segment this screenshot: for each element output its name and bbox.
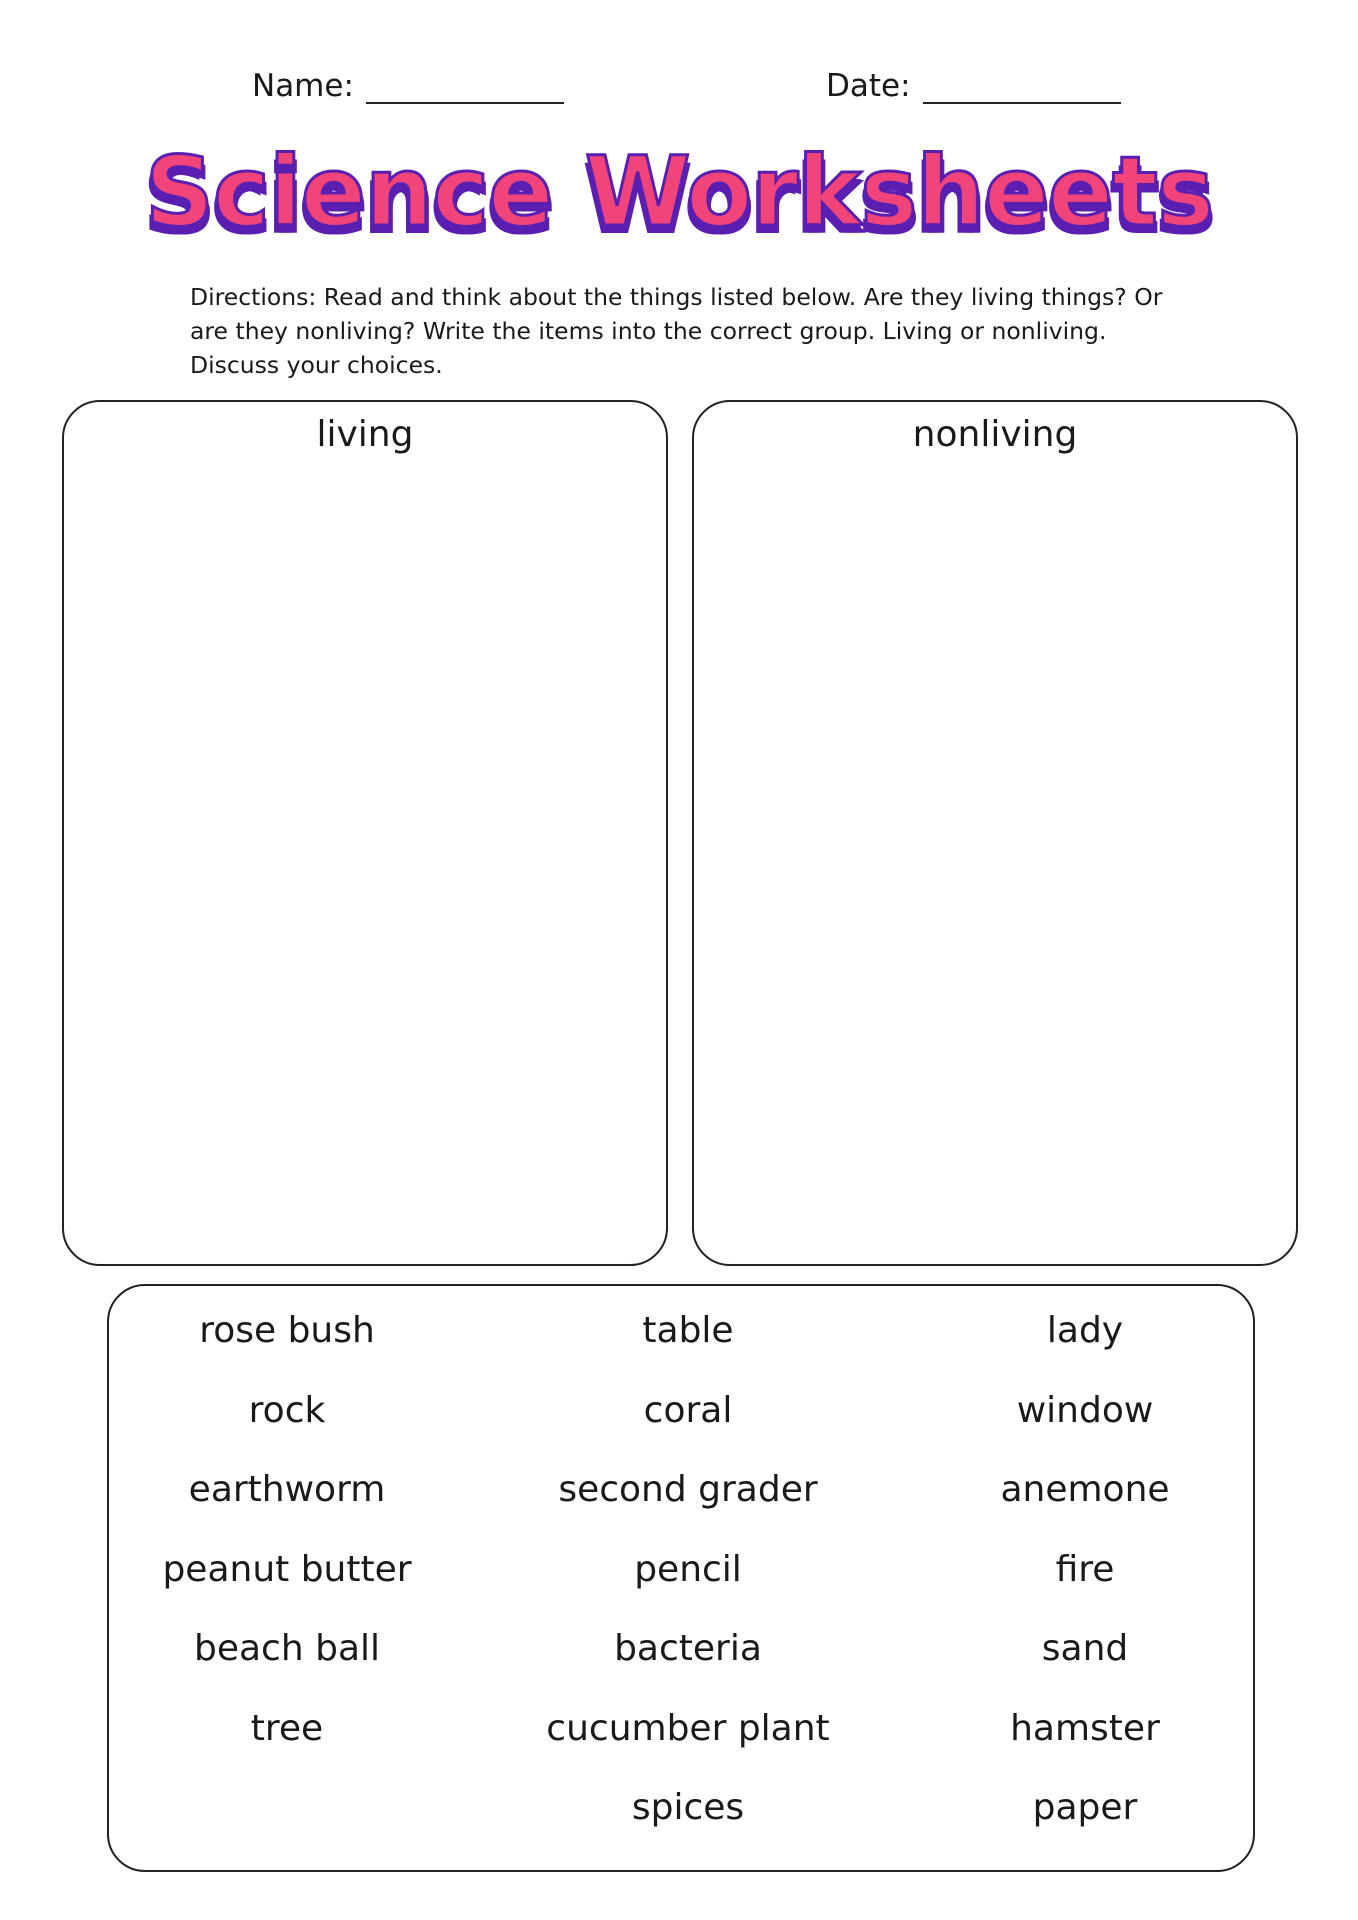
worksheet-title: Science Worksheets xyxy=(144,136,1214,248)
word-item: rose bush xyxy=(199,1310,375,1351)
word-item: anemone xyxy=(1000,1469,1170,1510)
header-fields xyxy=(0,68,1358,118)
nonliving-box[interactable] xyxy=(692,400,1298,1266)
word-item: rock xyxy=(248,1389,326,1431)
word-item: paper xyxy=(1032,1787,1138,1828)
word-item: coral xyxy=(643,1389,733,1431)
date-field[interactable] xyxy=(826,68,1121,104)
word-column-3 xyxy=(925,1306,1245,1863)
word-item: fire xyxy=(1055,1548,1115,1590)
date-blank-line[interactable] xyxy=(923,68,1121,104)
word-item: cucumber plant xyxy=(546,1707,830,1749)
word-column-1 xyxy=(127,1306,447,1783)
word-item: beach ball xyxy=(193,1628,381,1669)
word-item: second grader xyxy=(558,1469,818,1510)
word-bank xyxy=(107,1284,1255,1872)
date-label: Date: xyxy=(826,68,911,104)
word-item: earthworm xyxy=(188,1469,386,1510)
word-item: hamster xyxy=(1010,1707,1160,1749)
word-column-2 xyxy=(478,1306,898,1863)
word-item: peanut butter xyxy=(162,1548,412,1590)
living-box[interactable] xyxy=(62,400,668,1266)
word-item: bacteria xyxy=(614,1628,762,1669)
name-field[interactable] xyxy=(252,68,564,104)
word-item: pencil xyxy=(634,1548,742,1590)
directions-text: Directions: Read and think about the things listed below. Are they living things? Or are they nonliving? Write the items into the correct group. Living or nonliving. Discuss your choices. xyxy=(190,283,1163,379)
nonliving-heading: nonliving xyxy=(912,414,1078,455)
word-item: sand xyxy=(1041,1628,1129,1669)
living-heading: living xyxy=(316,414,414,455)
name-label: Name: xyxy=(252,68,354,104)
name-blank-line[interactable] xyxy=(366,68,564,104)
word-item: tree xyxy=(250,1707,324,1749)
word-item: spices xyxy=(631,1787,745,1828)
word-item: table xyxy=(642,1310,734,1351)
word-item: window xyxy=(1016,1389,1154,1431)
word-item: lady xyxy=(1046,1310,1124,1351)
